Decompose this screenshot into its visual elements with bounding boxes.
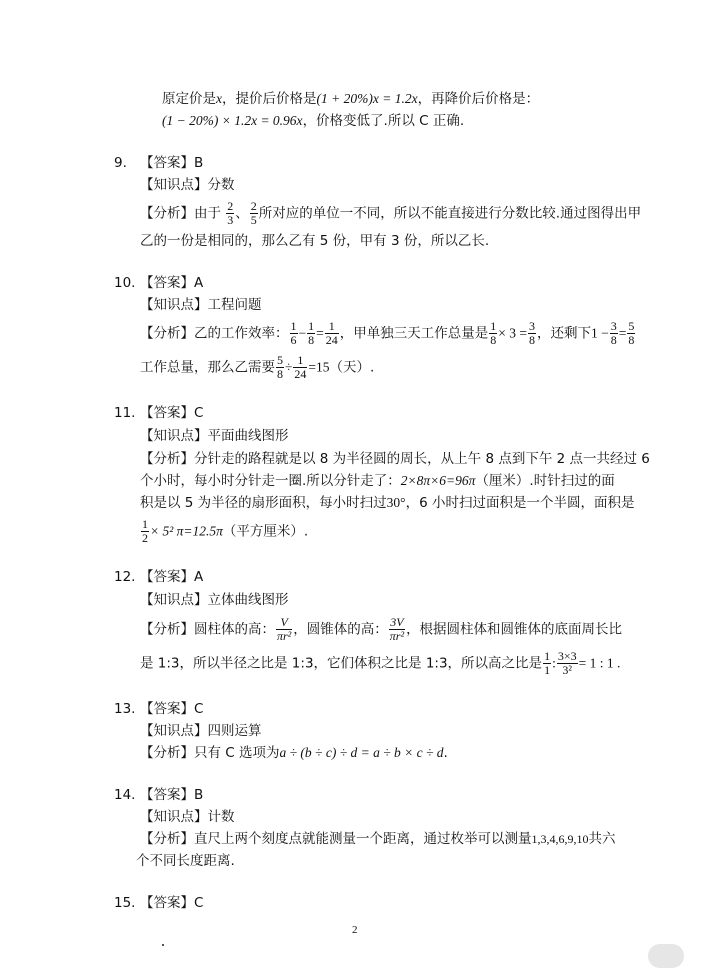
q11-analysis-2 — [140, 472, 615, 490]
text: 是 1:3，所以半径之比是 1:3，它们体积之比是 1:3，所以高之比是 — [140, 655, 543, 672]
numerator: 2 — [250, 199, 257, 213]
q10-knowledge-point: 【知识点】工程问题 — [140, 297, 262, 313]
q11-analysis-1: 【分析】分针走的路程就是以 8 为半径圆的周长，从上午 8 点到下午 2 点一共经过 6 — [140, 451, 650, 467]
fraction — [276, 354, 284, 381]
fraction — [226, 200, 234, 227]
fraction — [389, 616, 405, 643]
q14-number: 14. — [114, 787, 136, 803]
math-expr: =15 — [308, 359, 330, 375]
q11-analysis-4 — [140, 518, 308, 545]
fraction — [250, 200, 258, 227]
q11-knowledge-point: 【知识点】平面曲线图形 — [140, 428, 289, 444]
numerator: 5 — [628, 319, 635, 333]
fraction — [290, 320, 298, 347]
denominator: 24 — [294, 367, 307, 381]
q10-analysis-2 — [140, 354, 374, 381]
q9-knowledge-point: 【知识点】分数 — [140, 177, 235, 193]
denominator: 3 — [227, 213, 234, 227]
q9-answer: 【答案】B — [140, 155, 204, 171]
q13-analysis — [140, 744, 448, 762]
text: （厘米）.时针扫过的面 — [475, 473, 615, 489]
text: 共六 — [588, 831, 616, 847]
text: . — [443, 745, 448, 761]
operator: ÷ — [285, 359, 293, 375]
text: 【分析】直尺上两个刻度点就能测量一个距离，通过枚举可以测量 — [140, 831, 532, 847]
q11-analysis-3 — [140, 494, 634, 512]
q14-analysis-1 — [140, 830, 616, 848]
q15-number: 15. — [114, 895, 136, 911]
text: ，再降价后价格是： — [417, 91, 540, 107]
text: 工作总量，那么乙需要 — [140, 359, 275, 376]
text: 【分析】乙的工作效率： — [140, 325, 289, 342]
fraction — [325, 320, 339, 347]
q9-number: 9. — [114, 155, 127, 171]
q12-answer: 【答案】A — [140, 569, 204, 585]
text: （天）. — [329, 359, 375, 376]
numerator: 1 — [290, 319, 297, 333]
text: 个小时，每小时分针走一圈.所以分针走了： — [140, 473, 401, 489]
denominator: 8 — [308, 333, 315, 347]
denominator: 8 — [528, 333, 535, 347]
fraction — [293, 354, 307, 381]
text: 、 — [235, 205, 249, 222]
text: ，6 小时扫过面积是一个半圆，面积是 — [405, 495, 635, 511]
fraction — [489, 320, 497, 347]
text: 【分析】只有 C 选项为 — [140, 745, 280, 761]
page-number: 2 — [352, 924, 358, 936]
numerator: 3×3 — [557, 649, 577, 663]
q10-answer: 【答案】A — [140, 275, 204, 291]
text: 积是以 5 为半径的扇形面积，每小时扫过 — [140, 495, 387, 511]
math-expr: = 1 : 1 . — [578, 655, 621, 671]
denominator: 8 — [490, 333, 497, 347]
text: ，价格变低了.所以 C 正确. — [302, 113, 465, 129]
denominator: 1 — [544, 663, 551, 677]
operator: = — [316, 325, 324, 341]
denominator: 8 — [610, 333, 617, 347]
q13-number: 13. — [114, 701, 136, 717]
text: ，还剩下 — [536, 325, 591, 342]
operator: 1 − — [590, 325, 609, 341]
denominator: 8 — [277, 367, 283, 381]
q9-analysis-2: 乙的一份是相同的，那么乙有 5 份，甲有 3 份，所以乙长. — [140, 233, 490, 249]
q9-analysis-1 — [140, 200, 641, 227]
text: ，根据圆柱体和圆锥体的底面周长比 — [406, 621, 623, 638]
q15-answer: 【答案】C — [140, 895, 204, 911]
q13-answer: 【答案】C — [140, 701, 204, 717]
fraction — [141, 518, 149, 545]
math-expr: 1,3,4,6,9,10 — [531, 832, 589, 846]
q13-knowledge-point: 【知识点】四则运算 — [140, 723, 262, 739]
fraction — [543, 650, 551, 677]
q10-analysis-1 — [140, 320, 636, 347]
q12-knowledge-point: 【知识点】立体曲线图形 — [140, 592, 289, 608]
numerator: 3 — [528, 319, 535, 333]
denominator: 8 — [628, 333, 635, 347]
operator: × 3 = — [498, 325, 527, 341]
q11-number: 11. — [114, 405, 136, 421]
numerator: 1 — [308, 319, 315, 333]
q12-analysis-1 — [140, 616, 622, 643]
fraction — [307, 320, 315, 347]
q12-number: 12. — [114, 569, 136, 585]
denominator: 2 — [142, 531, 148, 545]
denominator: 6 — [290, 333, 297, 347]
numerator: 5 — [277, 353, 283, 367]
q14-analysis-2: 个不同长度距离. — [136, 853, 235, 869]
fraction — [276, 616, 292, 643]
text: 所对应的单位一不同，所以不能直接进行分数比较.通过图得出甲 — [258, 205, 642, 222]
math-expr: (1 + 20%)x = 1.2x — [316, 91, 418, 106]
q10-number: 10. — [114, 275, 136, 291]
intro-line-2 — [162, 112, 464, 130]
math-expr: 2×8π×6=96π — [400, 473, 476, 488]
text: 【分析】由于 — [140, 205, 221, 222]
text: ，甲单独三天工作总量是 — [339, 325, 489, 342]
numerator: 3 — [610, 319, 617, 333]
numerator: V — [276, 616, 292, 630]
operator: : — [552, 655, 556, 671]
text: （平方厘米）. — [222, 523, 309, 540]
q14-knowledge-point: 【知识点】计数 — [140, 809, 235, 825]
q12-analysis-2 — [140, 650, 620, 677]
numerator: 3V — [390, 615, 404, 629]
corner-badge — [648, 944, 684, 968]
denominator: 24 — [325, 333, 338, 347]
fraction — [528, 320, 536, 347]
numerator: 2 — [227, 199, 234, 213]
denominator: 3² — [562, 663, 573, 677]
q11-answer: 【答案】C — [140, 405, 204, 421]
text: ，提价后价格是 — [222, 91, 317, 107]
math-expr: × 5² π=12.5π — [150, 523, 223, 539]
math-expr: (1 − 20%) × 1.2x = 0.96x — [162, 113, 303, 128]
intro-line-1 — [162, 90, 539, 108]
text: 原定价是 — [162, 91, 216, 107]
numerator: 1 — [325, 320, 339, 334]
math-expr: a ÷ (b ÷ c) ÷ d = a ÷ b × c ÷ d — [279, 745, 444, 760]
text: ，圆锥体的高： — [293, 621, 388, 638]
math-var: x — [216, 91, 222, 106]
q14-answer: 【答案】B — [140, 787, 204, 803]
numerator: 1 — [142, 517, 148, 531]
numerator: 1 — [544, 649, 551, 663]
numerator: 1 — [293, 354, 307, 368]
text: 【分析】圆柱体的高： — [140, 621, 275, 638]
denominator: πr² — [389, 629, 405, 643]
fraction — [557, 650, 578, 677]
denominator: πr² — [277, 629, 292, 643]
operator: − — [298, 325, 307, 341]
fraction — [627, 320, 635, 347]
scan-dot — [162, 944, 164, 946]
math-expr: 30° — [386, 495, 406, 510]
fraction — [610, 320, 618, 347]
operator: = — [618, 325, 627, 341]
numerator: 1 — [490, 319, 497, 333]
denominator: 5 — [250, 213, 257, 227]
